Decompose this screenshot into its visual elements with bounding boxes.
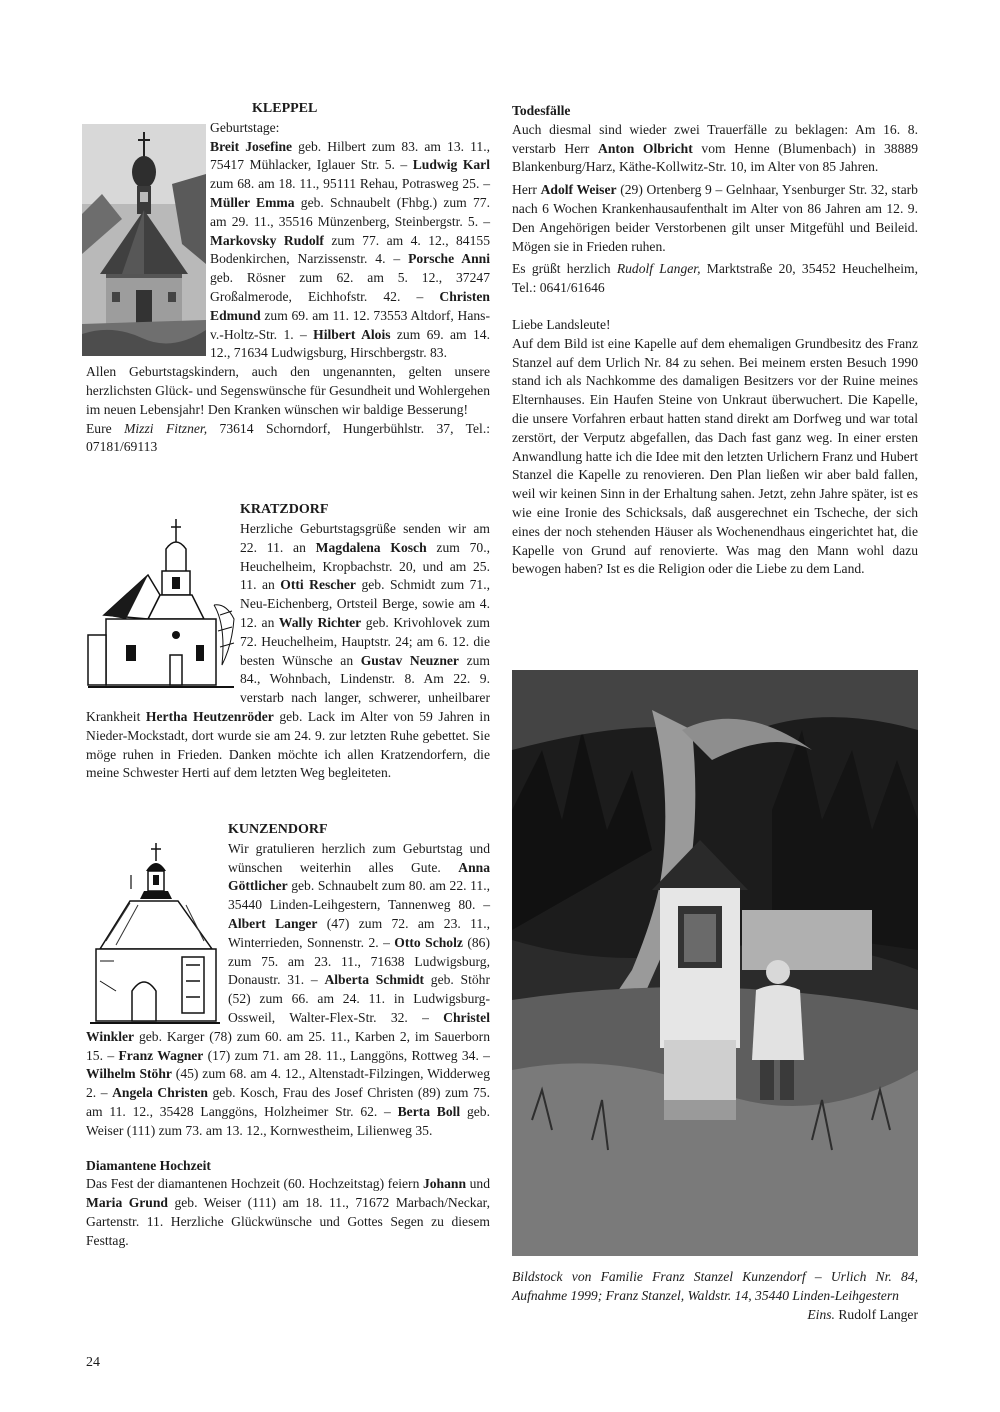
kunzendorf-text: geb. Weiser (111) zum 73. am 13. 12., Kornwestheim, Lilienweg 35. <box>86 1104 490 1138</box>
section-letter <box>512 316 918 579</box>
kunzendorf-name: Anna Göttlicher <box>228 859 490 894</box>
kunzendorf-text: geb. Schnaubelt zum 80. am 22. 11., 35440 Linden-Leihgestern, Tannenweg 80. – <box>228 878 490 913</box>
left-column <box>86 100 490 1251</box>
caption-author: Rudolf Langer <box>838 1306 918 1322</box>
todes-text: vom Henne (Blumenbach) in 38889 Blankenburg/Harz, Käthe-Kollwitz-Str. 10, im Alter von 85 Jahren. <box>512 140 918 175</box>
jubilee-text: Das Fest der diamantenen Hochzeit (60. Hochzeitstag) feiern <box>86 1176 423 1192</box>
kunzendorf-heading: KUNZENDORF <box>228 822 328 838</box>
jubilee-heading: Diamantene Hochzeit <box>86 1157 211 1173</box>
section-kratzdorf <box>86 501 490 783</box>
todesfaelle-greeting <box>512 260 918 298</box>
kleppel-text: zum 69. am 11. 12. 73553 Altdorf, Hans-v.-Holtz-Str. 1. – <box>210 307 490 342</box>
caption-text: Bildstock von Familie Franz Stanzel Kunzendorf – Urlich Nr. 84, Aufnahme 1999; Franz Stanzel, Waldstr. 14, 35440 Linden-Leihgestern <box>512 1269 918 1303</box>
greeting-address: Marktstraße 20, 35452 Heuchelheim, Tel.: 0641/61646 <box>512 261 918 296</box>
kratzdorf-name: Gustav Neuzner <box>360 652 459 668</box>
sign-address: 73614 Schorndorf, Hungerbühlstr. 37, Tel.: 07181/69113 <box>86 420 491 455</box>
kleppel-heading: KLEPPEL <box>252 101 318 116</box>
kratzdorf-church-drawing <box>86 515 236 691</box>
kleppel-text: zum 68. am 18. 11., 95111 Rehau, Potrasweg 25. – <box>210 176 490 192</box>
sign-prefix: Eure <box>86 420 125 436</box>
section-kunzendorf <box>86 821 490 1251</box>
kunzendorf-name: Christel Winkler <box>86 1010 490 1044</box>
caption-eins: Eins. <box>807 1306 835 1322</box>
kratzdorf-name: Magdalena Kosch <box>315 539 427 555</box>
photo-caption <box>512 1268 918 1324</box>
jubilee-text: geb. Weiser (111) am 18. 11., 71672 Marbach/Neckar, Gartenstr. 11. Herzliche Glückwünsche und Gottes Segen zu diesem Festtag. <box>86 1195 490 1248</box>
greeting-prefix: Es grüßt herzlich <box>512 261 617 277</box>
kleppel-name: Hilbert Alois <box>313 326 391 342</box>
letter-salutation: Liebe Landsleute! <box>512 316 611 332</box>
kratzdorf-text: zum 84., Wohnbach, Lindenstr. 8. Am 22. 9. verstarb nach langer, schwerer, unheilbarer Krankheit <box>86 652 490 724</box>
jubilee-name: Maria Grund <box>86 1195 168 1211</box>
kratzdorf-text: geb. Schmidt zum 71., Neu-Eichenberg, Ortsteil Berge, sowie am 4. 12. an <box>240 577 491 630</box>
todes2-text: Herr <box>512 182 541 198</box>
kratzdorf-text: geb. Lack im Alter von 59 Jahren in Nieder-Mockstadt, dort wurde sie am 24. 9. zur letzten Ruhe gebettet. Sie möge ruhen in Frieden. Danken möchte ich allen Kratzendorfern, die meine Schwester Herti auf dem letzten Weg begleiteten. <box>86 708 491 781</box>
kunzendorf-church-drawing <box>86 841 224 1027</box>
greeting-name: Rudolf Langer, <box>616 261 701 277</box>
section-kleppel <box>86 100 490 457</box>
right-column <box>512 102 918 579</box>
kratzdorf-text: zum 70., Heuchelheim, Kropbachstr. 20, und am 25. 11. an <box>240 539 490 593</box>
caption-credit <box>807 1306 918 1325</box>
kunzendorf-name: Alberta Schmidt <box>324 972 425 988</box>
kratzdorf-name: Otti Rescher <box>280 577 356 593</box>
todesfaelle-body2 <box>512 181 918 256</box>
sign-name: Mizzi Fitzner, <box>124 420 208 436</box>
page-number: 24 <box>86 1355 100 1370</box>
jubilee-name: Johann <box>422 1176 467 1192</box>
kleppel-text: geb. Rösner zum 62. am 5. 12., 37247 Großalmerode, Eichhofstr. 42. – <box>210 270 490 304</box>
kleppel-signature <box>86 420 490 458</box>
kunzendorf-name: Franz Wagner <box>118 1047 204 1063</box>
kunzendorf-name: Berta Boll <box>397 1104 461 1120</box>
letter-body: Auf dem Bild ist eine Kapelle auf dem ehemaligen Grundbesitz des Franz Stanzel auf dem Urlich Nr. 84 zu sehen. Bei meinem ersten Besuch 1990 stand ich als Nachkomme des damaligen Besitzers vor der Ruine meines Elternhauses. Ein Haufen Steine von Unkraut überwuchert. Die Kapelle, die unsere Vorfahren erbaut hatten stand direkt am Dorfweg und war total zerstört, der Verputz abgefallen, das Dach fast ganz weg. In einer ersten Anwandlung hatte ich die Idee mit den letzten Urlichern Franz und Hubert Stanzel die Kapelle zu renovieren. Den Plan ließen wir aber bald fallen, weil wir keinen Sinn in der Erhaltung sahen. Jetzt, zehn Jahre später, ist es wie eine Ironie des Schicksals, daß ausgerechnet ein Tscheche, der sich eines der noch stehenden Häuser als Wochenendhaus eingerichtet hat, die Kapelle von Grund auf renovierte. Was mag den Mann wohl dazu bewogen haben? Ist es die Religion oder die Liebe zu dem Land. <box>512 335 918 577</box>
kunzendorf-text: (47) zum 72. am 23. 11., Winterrieden, Sonnenstr. 2. – <box>228 916 491 950</box>
kratzdorf-text: Herzliche Geburtstagsgrüße senden wir am 22. 11. an <box>240 520 490 555</box>
kleppel-name: Markovsky Rudolf <box>210 232 324 248</box>
kratzdorf-name: Wally Richter <box>278 614 362 630</box>
kleppel-name: Ludwig Karl <box>412 157 490 173</box>
kleppel-name: Müller Emma <box>210 194 295 210</box>
kunzendorf-text: geb. Karger (78) zum 60. am 25. 11., Karben 2, im Sauerborn 15. – <box>86 1028 490 1063</box>
kunzendorf-name: Albert Langer <box>228 916 318 932</box>
kleppel-text: geb. Hilbert zum 83. am 13. 11., 75417 Mühlacker, Iglauer Str. 5. – <box>210 138 491 173</box>
kleppel-name: Christen Edmund <box>210 288 490 323</box>
kleppel-text: zum 69. am 14. 12., 71634 Ludwigsburg, Hirschbergstr. 83. <box>210 326 490 361</box>
todesfaelle-heading: Todesfälle <box>512 103 571 118</box>
kleppel-church-photo <box>82 124 206 356</box>
todesfaelle-body <box>512 121 918 177</box>
kratzdorf-heading: KRATZDORF <box>240 502 329 518</box>
kleppel-name: Breit Josefine <box>210 138 293 154</box>
jubilee-body <box>86 1175 490 1250</box>
kleppel-wishes: Allen Geburtstagskindern, auch den ungenannten, gelten unsere herzlichsten Glück- und Segenswünsche für Gesundheit und Wohlergehen im neuen Lebensjahr! Den Kranken wünschen wir baldige Besserung! <box>86 364 490 417</box>
todes-text: Auch diesmal sind wieder zwei Trauerfälle zu beklagen: Am 16. 8. verstarb Herr <box>512 121 918 156</box>
kunzendorf-text: (86) zum 75. am 23. 11., 71638 Ludwigsburg, Donaustr. 31. – <box>228 934 490 988</box>
kunzendorf-text: (45) zum 68. am 4. 12., Altenstadt-Filzingen, Widderweg 2. – <box>86 1066 490 1101</box>
kleppel-text: geb. Schnaubelt (Fhbg.) zum 77. am 29. 11., 35516 Münzenberg, Steinbergstr. 5. – <box>210 194 490 229</box>
kleppel-name: Porsche Anni <box>408 251 490 267</box>
kunzendorf-text: Wir gratulieren herzlich zum Geburtstag und wünschen weiterhin alles Gute. <box>228 840 490 875</box>
kunzendorf-text: geb. Kosch, Frau des Josef Christen (89) zum 75. am 11. 12., 35428 Langgöns, Holzheimer Str. 62. – <box>86 1085 490 1120</box>
kunzendorf-text: geb. Stöhr (52) zum 66. am 24. 11. in Ludwigsburg-Ossweil, Walter-Flex-Str. 32. – <box>228 972 491 1026</box>
kunzendorf-name: Wilhelm Stöhr <box>86 1066 172 1082</box>
kratzdorf-text: geb. Krivohlovek zum 72. Heuchelheim, Hauptstr. 24; am 6. 12. die besten Wünsche an <box>240 614 491 668</box>
kratzdorf-name: Hertha Heutzenröder <box>145 708 274 724</box>
kunzendorf-name: Otto Scholz <box>394 934 463 950</box>
jubilee-text: und <box>466 1176 490 1192</box>
todes-name: Anton Olbricht <box>598 140 693 156</box>
wayside-shrine-photo <box>512 670 918 1256</box>
todes2-name: Adolf Weiser <box>540 182 617 198</box>
todes2-text: (29) Ortenberg 9 – Gelnhaar, Ysenburger Str. 32, starb nach 6 Wochen Krankenhausaufenthalt im Alter von 86 Jahren am 12. 9. Den Angehörigen beider Verstorbenen gilt unser Mitgefühl und Beileid. Mögen sie in Frieden ruhen. <box>512 182 918 254</box>
kunzendorf-text: (17) zum 71. am 28. 11., Langgöns, Rottweg 34. – <box>203 1047 490 1063</box>
section-todesfaelle <box>512 102 918 298</box>
kunzendorf-name: Angela Christen <box>112 1085 208 1101</box>
kleppel-text: zum 77. am 4. 12., 84155 Bodenkirchen, Narzissenstr. 4. – <box>210 232 490 267</box>
kleppel-subheading: Geburtstage: <box>210 119 280 135</box>
